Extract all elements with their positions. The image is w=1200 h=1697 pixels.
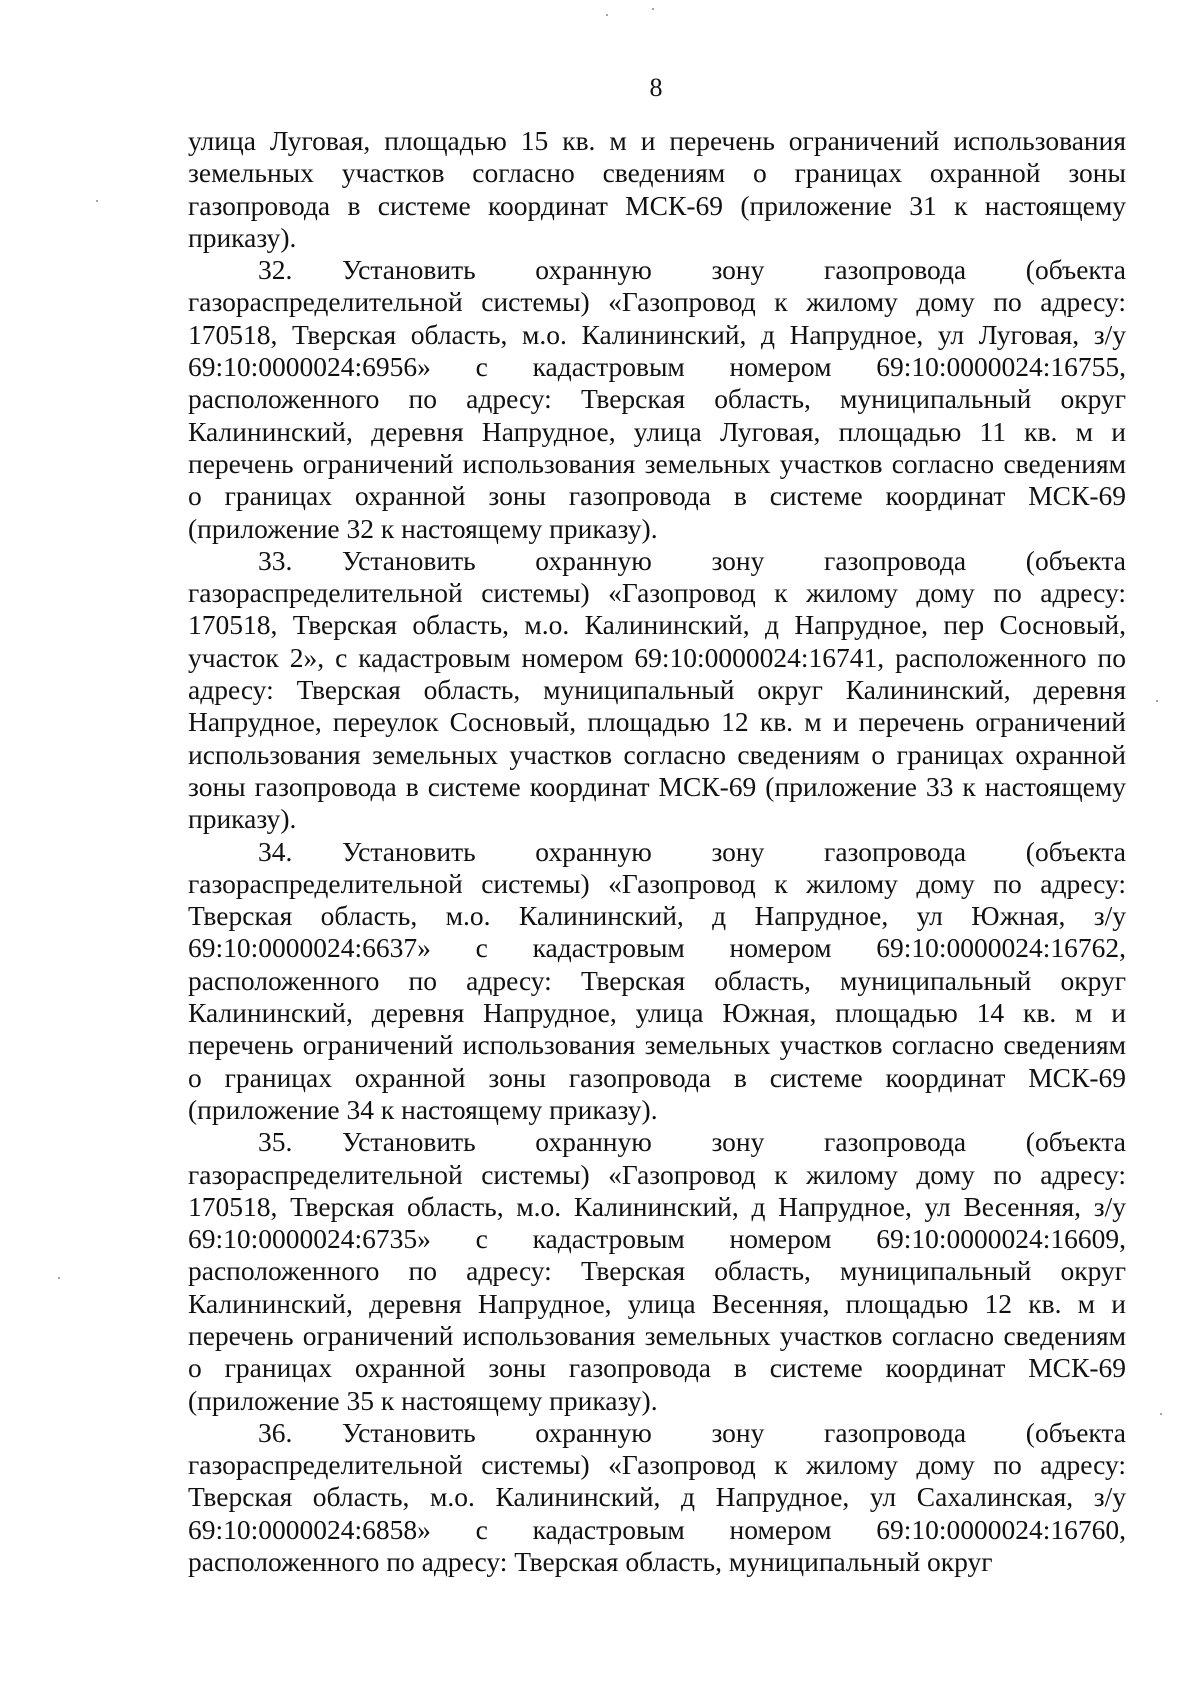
item-35 (188, 1126, 1126, 1417)
item-34 (188, 836, 1126, 1127)
scan-speck (606, 14, 608, 16)
scan-speck (96, 200, 98, 202)
item-number: 36. (258, 1416, 293, 1448)
item-number: 34. (258, 835, 293, 867)
scan-speck (652, 8, 654, 10)
item-32 (188, 254, 1126, 545)
scan-speck (58, 1277, 60, 1279)
document-body (188, 125, 1126, 1578)
item-33 (188, 545, 1126, 836)
item-text: Установить охранную зону газопровода (объекта газораспределительной системы) «Газопровод к жилому дому по адресу: Тверская область, м.о. Калининский, д Напрудное, ул Южная, з/у 69:10:0000024:6637» с кадастровым номером 69:10:0000024:16762, расположенного по адресу: Тверская область, муниципальный округ Калининский, деревня Напрудное, улица Южная, площадью 14 кв. м и перечень ограничений использования земельных участков согласно сведениям о границах охранной зоны газопровода в системе координат МСК-69 (приложение 34 к настоящему приказу). (188, 835, 1126, 1125)
item-number: 33. (258, 544, 293, 576)
item-text: Установить охранную зону газопровода (объекта газораспределительной системы) «Газопровод к жилому дому по адресу: 170518, Тверская область, м.о. Калининский, д Напрудное, пер Сосновый, участок 2», с кадастровым номером 69:10:0000024:16741, расположенного по адресу: Тверская область, муниципальный округ Калининский, деревня Напрудное, переулок Сосновый, площадью 12 кв. м и перечень ограничений использования земельных участков согласно сведениям о границах охранной зоны газопровода в системе координат МСК-69 (приложение 33 к настоящему приказу). (188, 544, 1126, 835)
scan-speck (1156, 700, 1158, 702)
intro-paragraph: улица Луговая, площадью 15 кв. м и перечень ограничений использования земельных участков согласно сведениям о границах охранной зоны газопровода в системе координат МСК-69 (приложение 31 к настоящему приказу). (188, 125, 1126, 253)
item-text: Установить охранную зону газопровода (объекта газораспределительной системы) «Газопровод к жилому дому по адресу: 170518, Тверская область, м.о. Калининский, д Напрудное, ул Луговая, з/у 69:10:0000024:6956» с кадастровым номером 69:10:0000024:16755, расположенного по адресу: Тверская область, муниципальный округ Калининский, деревня Напрудное, улица Луговая, площадью 11 кв. м и перечень ограничений использования земельных участков согласно сведениям о границах охранной зоны газопровода в системе координат МСК-69 (приложение 32 к настоящему приказу). (188, 254, 1126, 544)
item-36 (188, 1417, 1126, 1578)
item-text: Установить охранную зону газопровода (объекта газораспределительной системы) «Газопровод к жилому дому по адресу: 170518, Тверская область, м.о. Калининский, д Напрудное, ул Весенняя, з/у 69:10:0000024:6735» с кадастровым номером 69:10:0000024:16609, расположенного по адресу: Тверская область, муниципальный округ Калининский, деревня Напрудное, улица Весенняя, площадью 12 кв. м и перечень ограничений использования земельных участков согласно сведениям о границах охранной зоны газопровода в системе координат МСК-69 (приложение 35 к настоящему приказу). (188, 1126, 1126, 1416)
item-text: Установить охранную зону газопровода (объекта газораспределительной системы) «Газопровод к жилому дому по адресу: Тверская область, м.о. Калининский, д Напрудное, ул Сахалинская, з/у 69:10:0000024:6858» с кадастровым номером 69:10:0000024:16760, расположенного по адресу: Тверская область, муниципальный округ (188, 1416, 1126, 1578)
page-number: 8 (649, 73, 663, 102)
scan-speck (1160, 1413, 1162, 1415)
item-number: 32. (258, 254, 293, 286)
item-number: 35. (258, 1126, 293, 1158)
